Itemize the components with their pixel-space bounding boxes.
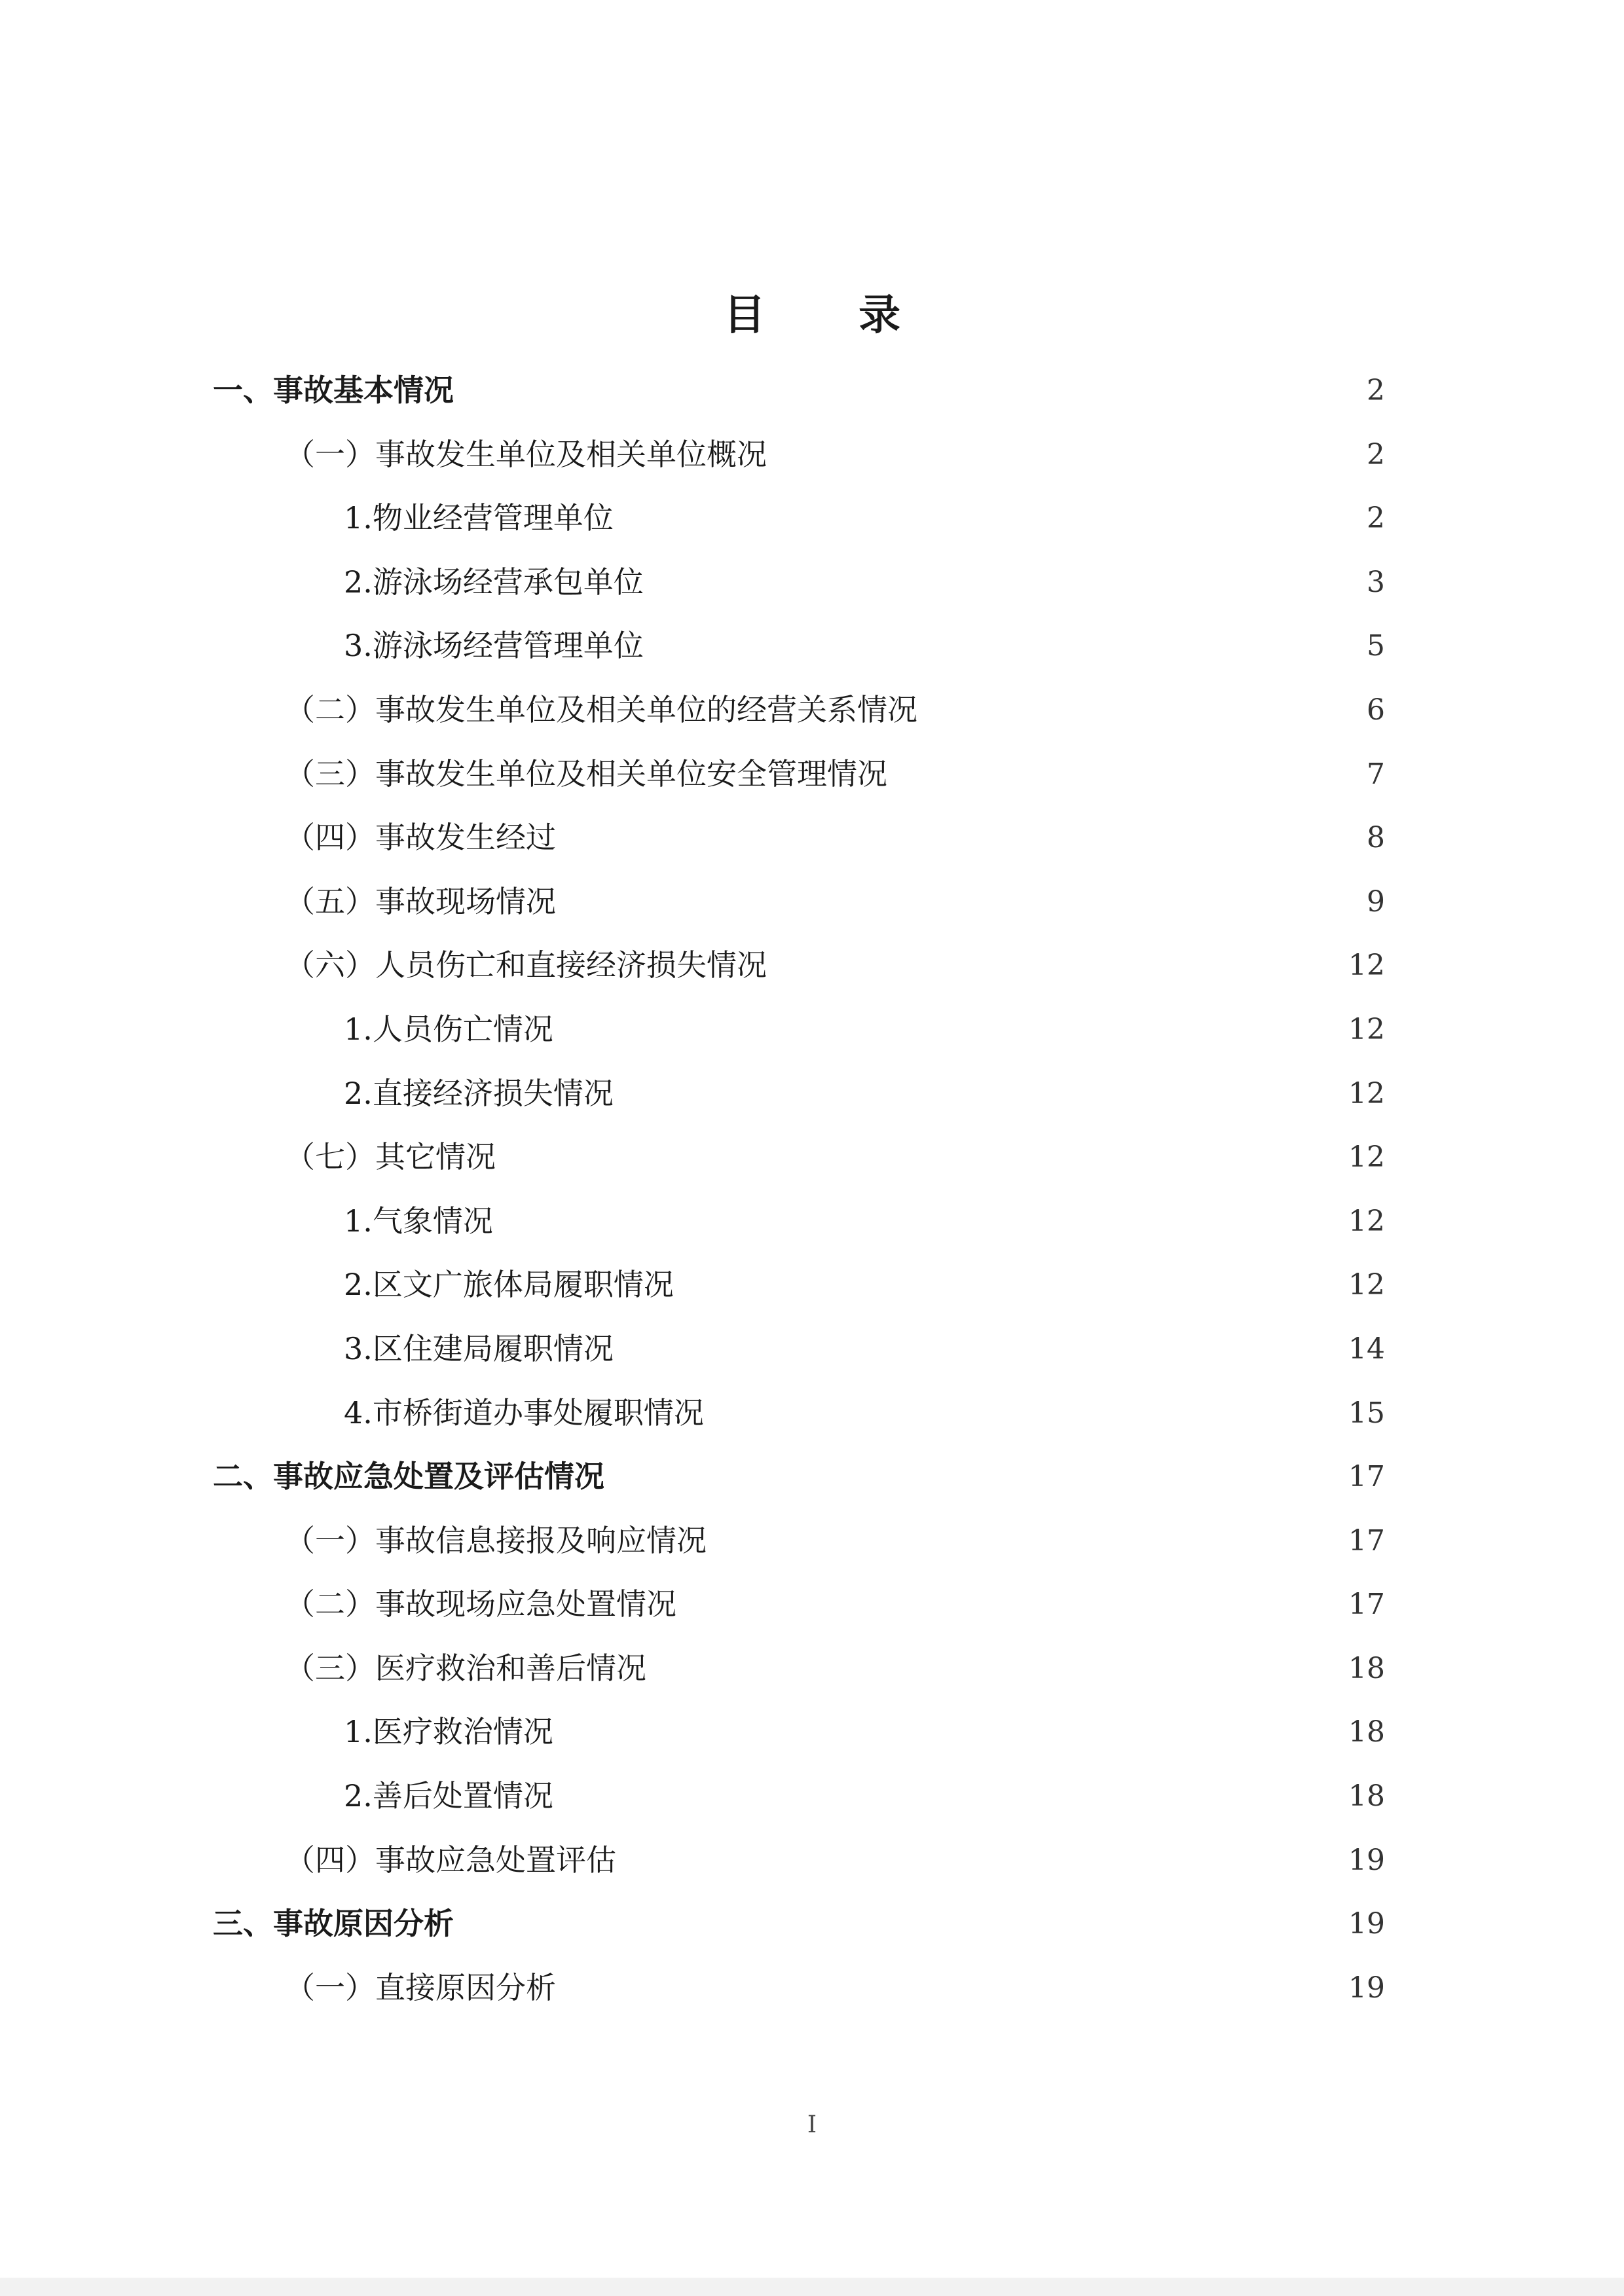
toc-entry-page: 17 <box>1348 1523 1385 1558</box>
toc-entry-label: （三）事故发生单位及相关单位安全管理情况 <box>285 756 887 792</box>
toc-entry-label: 2.游泳场经营承包单位 <box>344 564 644 600</box>
toc-entry-label: （五）事故现场情况 <box>285 883 556 919</box>
toc-entry[interactable] <box>0 1253 1624 1317</box>
toc-entry-label: 2.善后处置情况 <box>344 1778 553 1814</box>
toc-entry-label: 1.物业经营管理单位 <box>344 500 614 536</box>
toc-entry[interactable] <box>0 1125 1624 1190</box>
toc-entry-label: 3.游泳场经营管理单位 <box>344 628 644 664</box>
toc-entry[interactable] <box>0 1956 1624 2020</box>
toc-entry-page: 12 <box>1348 1076 1385 1110</box>
toc-entry-page: 17 <box>1348 1460 1385 1494</box>
scan-edge <box>0 2278 1624 2296</box>
toc-entry-label: 3.区住建局履职情况 <box>344 1330 614 1366</box>
toc-entry[interactable] <box>0 742 1624 807</box>
toc-entry-page: 5 <box>1367 629 1385 663</box>
toc-entry-label: （六）人员伤亡和直接经济损失情况 <box>285 947 767 983</box>
toc-entry[interactable] <box>0 1509 1624 1573</box>
toc-entry-label: 1.人员伤亡情况 <box>344 1011 553 1047</box>
toc-entry-page: 7 <box>1367 757 1385 791</box>
toc-entry-label: 4.市桥街道办事处履职情况 <box>344 1394 704 1430</box>
toc-entry-label: 三、事故原因分析 <box>213 1906 454 1942</box>
toc-entry[interactable] <box>0 1892 1624 1956</box>
toc-entry[interactable] <box>0 1637 1624 1701</box>
toc-entry-page: 8 <box>1367 821 1385 855</box>
toc-entry[interactable] <box>0 934 1624 998</box>
toc-entry-label: 一、事故基本情况 <box>213 373 454 408</box>
toc-entry[interactable] <box>0 806 1624 870</box>
toc-entry-label: 2.区文广旅体局履职情况 <box>344 1267 674 1303</box>
toc-entry-label: （二）事故现场应急处置情况 <box>285 1586 676 1622</box>
toc-entry[interactable] <box>0 1764 1624 1829</box>
toc-entry-page: 3 <box>1367 565 1385 599</box>
toc-entry-page: 12 <box>1348 1268 1385 1302</box>
toc-entry-label: （一）事故发生单位及相关单位概况 <box>285 436 767 472</box>
toc-title: 目 录 <box>723 291 940 340</box>
toc-entry-label: 1.医疗救治情况 <box>344 1714 553 1750</box>
toc-entry[interactable] <box>0 614 1624 678</box>
toc-entry-page: 12 <box>1348 1204 1385 1238</box>
toc-entry[interactable] <box>0 1062 1624 1126</box>
toc-entry-label: （三）医疗救治和善后情况 <box>285 1650 646 1686</box>
toc-entry-page: 9 <box>1367 884 1385 919</box>
toc-entry-label: 2.直接经济损失情况 <box>344 1075 614 1111</box>
toc-entry-page: 18 <box>1348 1779 1385 1813</box>
toc-entry-label: （七）其它情况 <box>285 1139 496 1175</box>
toc-entry[interactable] <box>0 551 1624 615</box>
toc-entry[interactable] <box>0 1573 1624 1637</box>
toc-entry[interactable] <box>0 1317 1624 1381</box>
toc-entry-page: 12 <box>1348 1012 1385 1046</box>
toc-entry[interactable] <box>0 678 1624 742</box>
toc-entry-label: 二、事故应急处置及评估情况 <box>213 1459 604 1495</box>
toc-entry-page: 17 <box>1348 1588 1385 1622</box>
toc-entry[interactable] <box>0 1381 1624 1446</box>
toc-list <box>0 359 1624 2020</box>
toc-entry-page: 19 <box>1348 1843 1385 1877</box>
toc-entry-page: 2 <box>1367 501 1385 536</box>
toc-entry[interactable] <box>0 423 1624 487</box>
toc-entry[interactable] <box>0 486 1624 551</box>
toc-entry-page: 12 <box>1348 1140 1385 1175</box>
toc-entry-label: 1.气象情况 <box>344 1203 493 1239</box>
toc-entry-page: 12 <box>1348 949 1385 983</box>
toc-entry-page: 18 <box>1348 1715 1385 1749</box>
toc-entry-label: （二）事故发生单位及相关单位的经营关系情况 <box>285 691 917 727</box>
toc-entry[interactable] <box>0 359 1624 423</box>
toc-entry-page: 15 <box>1348 1396 1385 1430</box>
toc-entry[interactable] <box>0 1190 1624 1254</box>
toc-entry-label: （四）事故应急处置评估 <box>285 1842 616 1878</box>
toc-entry-page: 6 <box>1367 693 1385 727</box>
toc-entry-page: 19 <box>1348 1971 1385 2005</box>
toc-entry[interactable] <box>0 998 1624 1062</box>
page-number: I <box>807 2111 817 2138</box>
toc-entry[interactable] <box>0 1829 1624 1893</box>
toc-entry-page: 19 <box>1348 1907 1385 1941</box>
toc-entry-page: 2 <box>1367 374 1385 407</box>
toc-entry-page: 14 <box>1348 1332 1385 1366</box>
toc-entry-label: （四）事故发生经过 <box>285 820 556 856</box>
toc-entry[interactable] <box>0 870 1624 934</box>
toc-entry-label: （一）事故信息接报及响应情况 <box>285 1522 707 1558</box>
toc-entry-page: 18 <box>1348 1651 1385 1685</box>
toc-entry[interactable] <box>0 1445 1624 1509</box>
toc-entry-label: （一）直接原因分析 <box>285 1969 556 2005</box>
toc-entry[interactable] <box>0 1700 1624 1764</box>
toc-entry-page: 2 <box>1367 437 1385 471</box>
